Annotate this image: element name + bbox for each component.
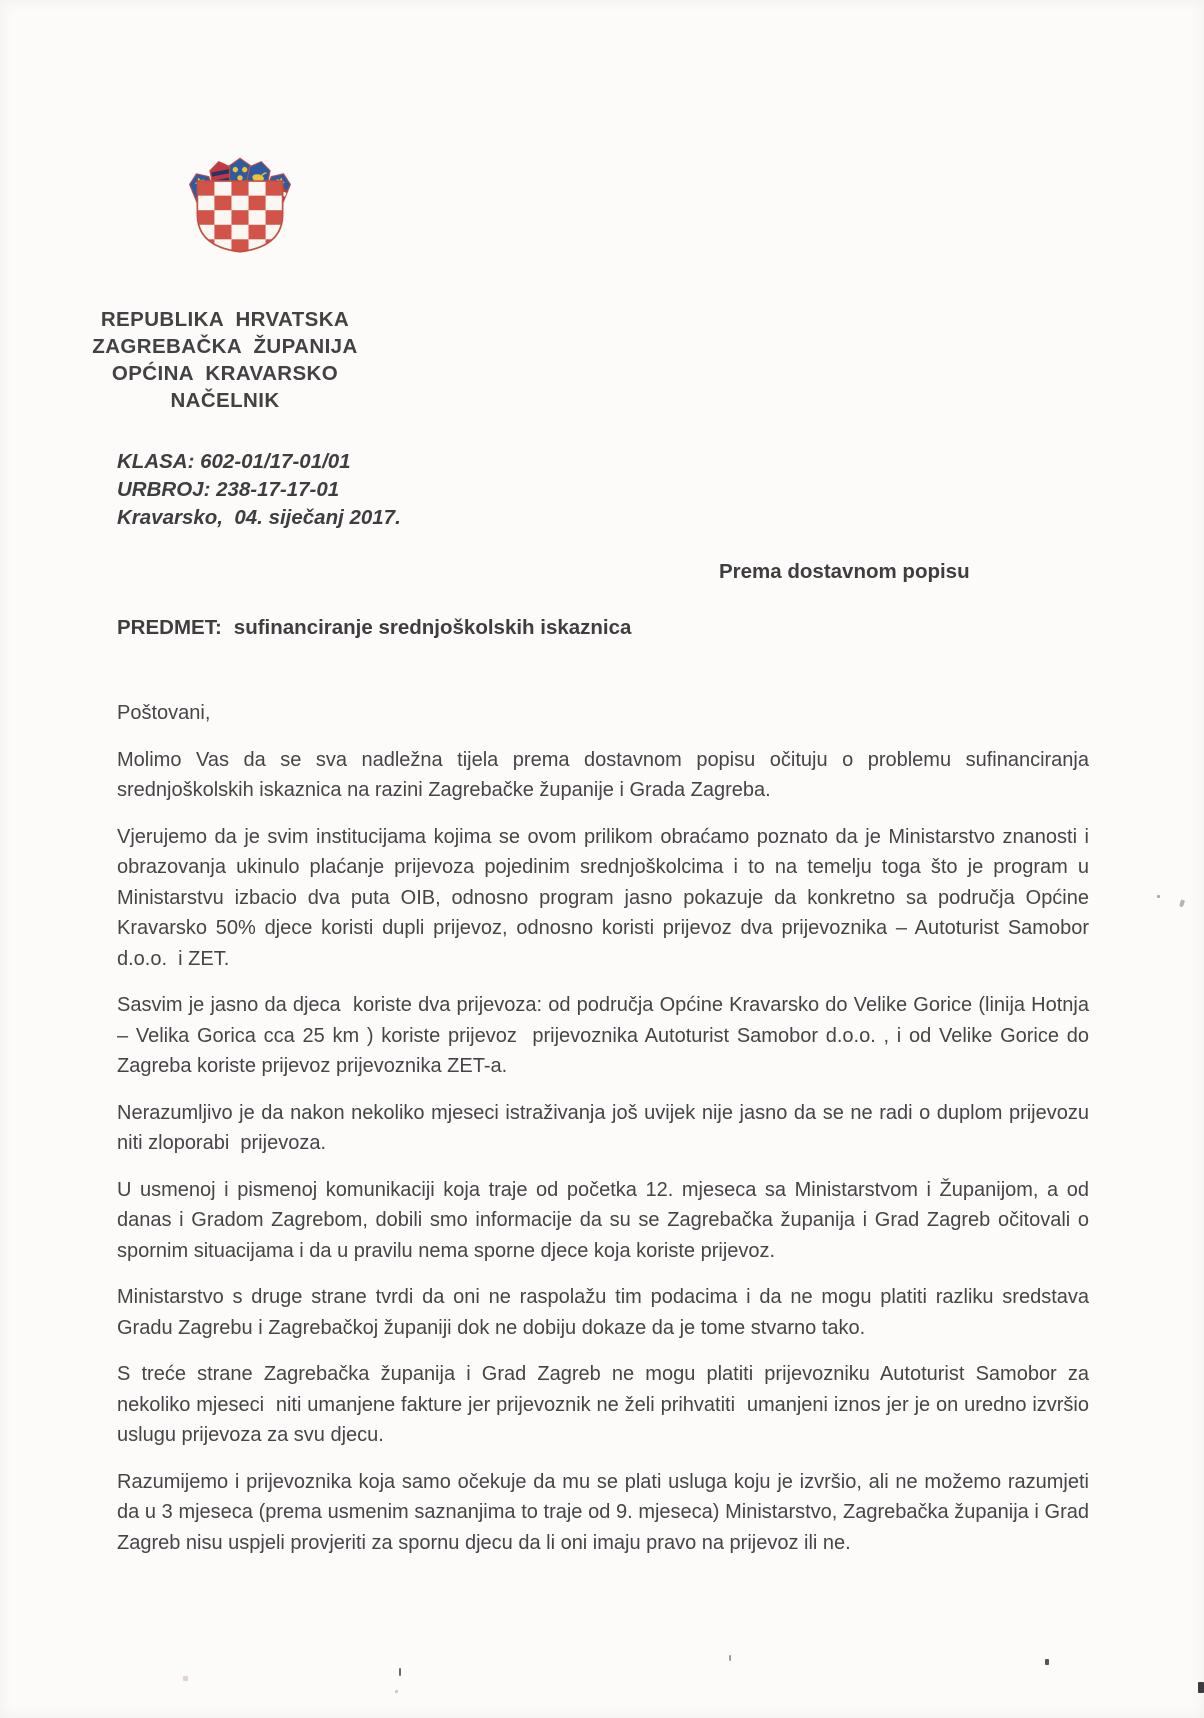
- org-line-county: ZAGREBAČKA ŽUPANIJA: [92, 335, 358, 358]
- urbroj-line: URBROJ: 238-17-17-01: [117, 478, 340, 501]
- paragraph: Molimo Vas da se sva nadležna tijela prema dostavnom popisu očituju o problemu sufinanciranja srednjoškolskih iskaznica na razini Zagrebačke županije i Grada Zagreba.: [117, 748, 1095, 801]
- croatian-coat-of-arms-icon: [188, 152, 292, 258]
- letter-body: [117, 698, 1095, 1574]
- org-line-municipality: OPĆINA KRAVARSKO: [111, 362, 339, 385]
- salutation: Poštovani,: [117, 702, 211, 724]
- letterhead-org-block: [60, 306, 390, 414]
- paragraph: Ministarstvo s druge strane tvrdi da oni ne raspolažu tim podacima i da ne mogu platiti razliku sredstava Gradu Zagrebu i Zagrebačkoj županiji dok ne dobiju dokaze da je tome stvarno tako.: [117, 1286, 1095, 1339]
- scan-artifact: [183, 1676, 188, 1681]
- scan-artifact: [1198, 1682, 1204, 1693]
- scan-artifact: [1045, 1659, 1049, 1665]
- org-line-office: NAČELNIK: [170, 389, 280, 412]
- subject-label: PREDMET:: [117, 616, 222, 639]
- subject-text: sufinanciranje srednjoškolskih iskaznica: [233, 616, 632, 639]
- paragraph: Razumijemo i prijevoznika koja samo očekuje da mu se plati usluga koju je izvršio, ali ne možemo razumjeti da u 3 mjeseca (prema usmenim saznanjima to traje od 9. mjeseca) Ministarstvo, Zagrebačka županija i Grad Zagreb nisu uspjeli provjeriti za spornu djecu da li oni imaju pravo na prijevoz ili ne.: [117, 1470, 1095, 1554]
- scan-artifact: [395, 1690, 398, 1693]
- org-line-country: REPUBLIKA HRVATSKA: [100, 308, 350, 331]
- scan-artifact: [399, 1668, 401, 1676]
- scan-artifact: [729, 1655, 731, 1661]
- paragraph: Nerazumljivo je da nakon nekoliko mjeseci istraživanja još uvijek nije jasno da se ne radi o duplom prijevozu niti zloporabi prijevoza.: [117, 1101, 1095, 1154]
- paragraph: Vjerujemo da je svim institucijama kojima se ovom prilikom obraćamo poznato da je Ministarstvo znanosti i obrazovanja ukinulo plaćanje prijevoza pojedinim srednjoškolcima i to na temelju toga što je program u Ministarstvu izbacio dva puta OIB, odnosno program jasno pokazuje da konkretno sa područja Općine Kravarsko 50% djece koristi dupli prijevoz, odnosno koristi prijevoz dva prijevoznika – Autoturist Samobor d.o.o. i ZET.: [117, 825, 1095, 970]
- recipient-note: Prema dostavnom popisu: [719, 560, 970, 583]
- reference-block: [117, 448, 401, 532]
- klasa-line: KLASA: 602-01/17-01/01: [117, 450, 351, 473]
- place-date-line: Kravarsko, 04. siječanj 2017.: [117, 506, 401, 529]
- scan-artifact: [1157, 895, 1160, 898]
- scan-artifact: [1179, 900, 1185, 908]
- paragraph: U usmenoj i pismenoj komunikaciji koja traje od početka 12. mjeseca sa Ministarstvom i Županijom, a od danas i Gradom Zagrebom, dobili smo informacije da su se Zagrebačka županija i Grad Zagreb očitovali o spornim situacijama i da u pravilu nema sporne djece koja koriste prijevoz.: [117, 1178, 1095, 1262]
- subject-line: [117, 614, 631, 642]
- paragraph: S treće strane Zagrebačka županija i Grad Zagreb ne mogu platiti prijevozniku Autoturist Samobor za nekoliko mjeseci niti umanjene fakture jer prijevoznik ne želi prihvatiti umanjeni iznos jer je on uredno izvršio uslugu prijevoza za svu djecu.: [117, 1363, 1095, 1446]
- paragraph: Sasvim je jasno da djeca koriste dva prijevoza: od područja Općine Kravarsko do Velike Gorice (linija Hotnja – Velika Gorica cca 25 km ) koriste prijevoz prijevoznika Autoturist Samobor d.o.o. , i od Velike Gorice do Zagreba koriste prijevoz prijevoznika ZET-a.: [117, 994, 1095, 1077]
